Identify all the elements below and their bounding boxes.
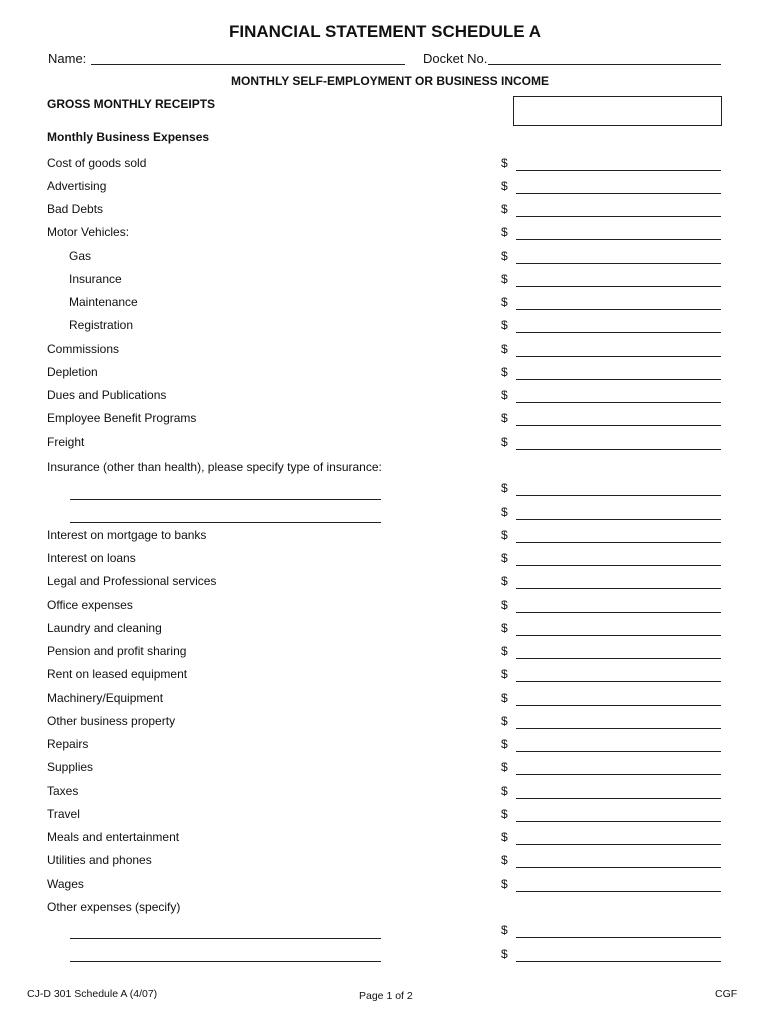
dollar-sign: $ — [501, 923, 508, 937]
expense-label-employee-benefits: Employee Benefit Programs — [47, 411, 197, 425]
expense-label-depletion: Depletion — [47, 365, 98, 379]
amount-field-supplies[interactable] — [516, 774, 721, 775]
amount-field-depletion[interactable] — [516, 379, 721, 380]
expense-label-dues: Dues and Publications — [47, 388, 167, 402]
dollar-sign: $ — [501, 877, 508, 891]
amount-field-registration[interactable] — [516, 332, 721, 333]
expense-label-bad-debts: Bad Debts — [47, 202, 104, 216]
dollar-sign: $ — [501, 318, 508, 332]
amount-field-other-insurance-1[interactable] — [516, 495, 721, 496]
amount-field-office[interactable] — [516, 612, 721, 613]
expense-label-motor-vehicles: Motor Vehicles: — [47, 225, 130, 239]
dollar-sign: $ — [501, 598, 508, 612]
amount-field-cost-of-goods[interactable] — [516, 170, 721, 171]
dollar-sign: $ — [501, 853, 508, 867]
amount-field-other-expense-1[interactable] — [516, 937, 721, 938]
amount-field-bad-debts[interactable] — [516, 216, 721, 217]
page-number: Page 1 of 2 — [359, 990, 413, 1002]
dollar-sign: $ — [501, 621, 508, 635]
amount-field-legal[interactable] — [516, 588, 721, 589]
expense-label-commissions: Commissions — [47, 342, 120, 356]
expenses-heading: Monthly Business Expenses — [47, 130, 210, 144]
dollar-sign: $ — [501, 435, 508, 449]
expense-label-other-property: Other business property — [47, 714, 176, 728]
expense-label-travel: Travel — [47, 807, 80, 821]
expense-label-advertising: Advertising — [47, 179, 107, 193]
expense-label-rent-equipment: Rent on leased equipment — [47, 667, 188, 681]
amount-field-wages[interactable] — [516, 891, 721, 892]
expense-label-meals: Meals and entertainment — [47, 830, 180, 844]
amount-field-machinery[interactable] — [516, 705, 721, 706]
insurance-type-field-1[interactable] — [70, 499, 381, 500]
expense-label-other-insurance: Insurance (other than health), please specify type of insurance: — [47, 460, 382, 474]
dollar-sign: $ — [501, 667, 508, 681]
expense-label-taxes: Taxes — [47, 784, 79, 798]
dollar-sign: $ — [501, 784, 508, 798]
amount-field-other-expense-2[interactable] — [516, 961, 721, 962]
insurance-type-field-2[interactable] — [70, 522, 381, 523]
expense-label-office: Office expenses — [47, 598, 133, 612]
amount-field-meals[interactable] — [516, 844, 721, 845]
form-subtitle: MONTHLY SELF-EMPLOYMENT OR BUSINESS INCOME — [230, 74, 550, 88]
amount-field-other-property[interactable] — [516, 728, 721, 729]
expense-label-pension: Pension and profit sharing — [47, 644, 187, 658]
form-id: CJ-D 301 Schedule A (4/07) — [27, 988, 158, 1000]
amount-field-commissions[interactable] — [516, 356, 721, 357]
expense-label-machinery: Machinery/Equipment — [47, 691, 164, 705]
amount-field-loan-interest[interactable] — [516, 565, 721, 566]
amount-field-dues[interactable] — [516, 402, 721, 403]
dollar-sign: $ — [501, 342, 508, 356]
other-expense-field-1[interactable] — [70, 938, 381, 939]
form-code: CGF — [715, 988, 738, 1000]
dollar-sign: $ — [501, 807, 508, 821]
amount-field-advertising[interactable] — [516, 193, 721, 194]
amount-field-laundry[interactable] — [516, 635, 721, 636]
expense-label-registration: Registration — [69, 318, 134, 332]
amount-field-taxes[interactable] — [516, 798, 721, 799]
dollar-sign: $ — [501, 505, 508, 519]
expense-label-maintenance: Maintenance — [69, 295, 138, 309]
amount-field-gas[interactable] — [516, 263, 721, 264]
dollar-sign: $ — [501, 481, 508, 495]
dollar-sign: $ — [501, 411, 508, 425]
dollar-sign: $ — [501, 714, 508, 728]
expense-label-mortgage-interest: Interest on mortgage to banks — [47, 528, 207, 542]
dollar-sign: $ — [501, 272, 508, 286]
dollar-sign: $ — [501, 225, 508, 239]
dollar-sign: $ — [501, 388, 508, 402]
name-field[interactable] — [91, 64, 405, 65]
expense-label-legal: Legal and Professional services — [47, 574, 217, 588]
expense-label-repairs: Repairs — [47, 737, 89, 751]
amount-field-maintenance[interactable] — [516, 309, 721, 310]
amount-field-pension[interactable] — [516, 658, 721, 659]
amount-field-employee-benefits[interactable] — [516, 425, 721, 426]
dollar-sign: $ — [501, 179, 508, 193]
expense-label-cost-of-goods: Cost of goods sold — [47, 156, 147, 170]
amount-field-mortgage-interest[interactable] — [516, 542, 721, 543]
expense-label-other-expenses: Other expenses (specify) — [47, 900, 181, 914]
dollar-sign: $ — [501, 830, 508, 844]
expense-label-wages: Wages — [47, 877, 84, 891]
amount-field-other-insurance-2[interactable] — [516, 519, 721, 520]
dollar-sign: $ — [501, 644, 508, 658]
docket-field[interactable] — [488, 64, 721, 65]
dollar-sign: $ — [501, 202, 508, 216]
dollar-sign: $ — [501, 737, 508, 751]
dollar-sign: $ — [501, 365, 508, 379]
dollar-sign: $ — [501, 574, 508, 588]
expense-label-laundry: Laundry and cleaning — [47, 621, 162, 635]
amount-field-utilities[interactable] — [516, 867, 721, 868]
expense-label-freight: Freight — [47, 435, 85, 449]
dollar-sign: $ — [501, 691, 508, 705]
amount-field-vehicle-insurance[interactable] — [516, 286, 721, 287]
gross-receipts-label: GROSS MONTHLY RECEIPTS — [47, 97, 216, 111]
expense-label-utilities: Utilities and phones — [47, 853, 152, 867]
amount-field-motor-vehicles[interactable] — [516, 239, 721, 240]
dollar-sign: $ — [501, 249, 508, 263]
dollar-sign: $ — [501, 947, 508, 961]
dollar-sign: $ — [501, 295, 508, 309]
amount-field-repairs[interactable] — [516, 751, 721, 752]
docket-label: Docket No. — [423, 51, 488, 66]
amount-field-freight[interactable] — [516, 449, 721, 450]
expense-label-vehicle-insurance: Insurance — [69, 272, 122, 286]
gross-receipts-field[interactable] — [513, 96, 722, 126]
dollar-sign: $ — [501, 551, 508, 565]
other-expense-field-2[interactable] — [70, 961, 381, 962]
expense-label-supplies: Supplies — [47, 760, 94, 774]
dollar-sign: $ — [501, 528, 508, 542]
form-title: FINANCIAL STATEMENT SCHEDULE A — [229, 22, 541, 41]
amount-field-rent-equipment[interactable] — [516, 681, 721, 682]
expense-label-gas: Gas — [69, 249, 92, 263]
dollar-sign: $ — [501, 156, 508, 170]
amount-field-travel[interactable] — [516, 821, 721, 822]
name-label: Name: — [48, 51, 87, 66]
expense-label-loan-interest: Interest on loans — [47, 551, 136, 565]
dollar-sign: $ — [501, 760, 508, 774]
